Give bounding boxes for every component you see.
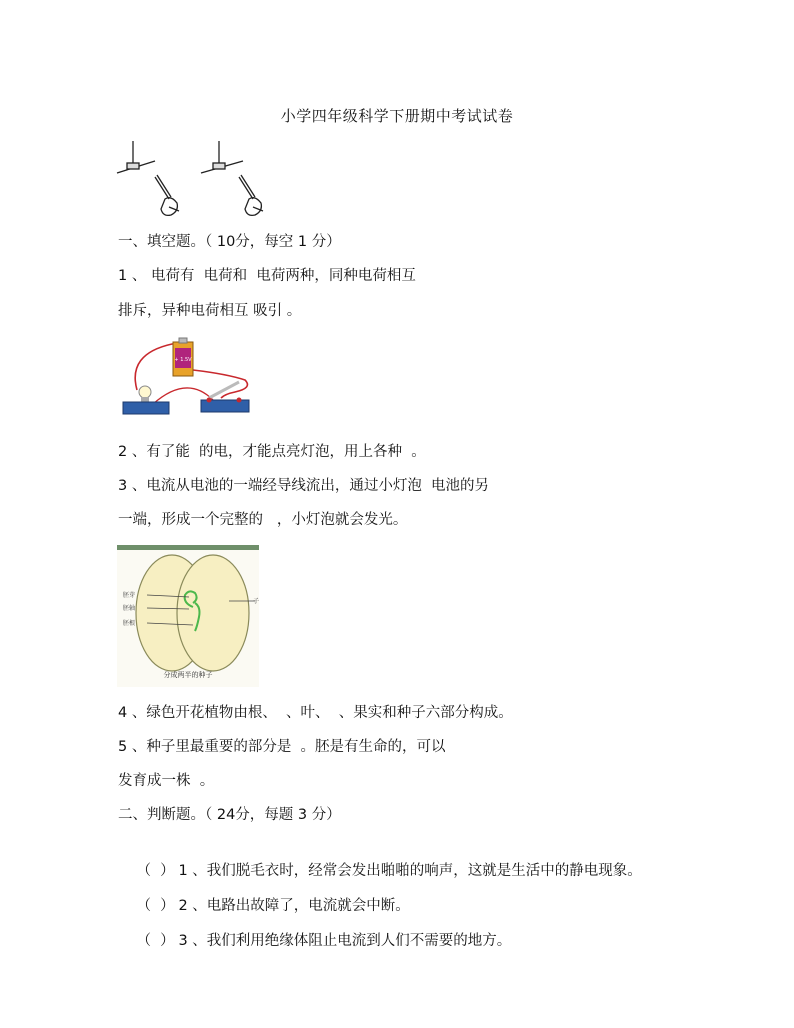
seed-label-cotyledon: 子 bbox=[253, 598, 259, 605]
battery-icon bbox=[173, 338, 193, 376]
judgment-item-text: 2 、电路出故障了，电流就会中断。 bbox=[178, 898, 410, 914]
question-3-line-2: 一端，形成一个完整的 ，小灯泡就会发光。 bbox=[118, 512, 408, 528]
seed-right-half bbox=[177, 555, 249, 671]
answer-blank[interactable]: （ ） bbox=[136, 898, 175, 914]
question-5-line-2: 发育成一株 。 bbox=[118, 773, 215, 789]
battery-label: + 1.5V bbox=[174, 357, 192, 363]
circuit-wire bbox=[135, 344, 179, 390]
bulb-icon bbox=[139, 386, 151, 402]
question-1-line-2: 排斥，异种电荷相互 吸引 。 bbox=[118, 303, 302, 319]
bulb-base bbox=[123, 402, 169, 414]
seed-caption: 分成两半的种子 bbox=[163, 671, 213, 679]
judgment-item-3 bbox=[118, 911, 511, 971]
seed-figure bbox=[117, 545, 259, 687]
answer-blank[interactable]: （ ） bbox=[136, 863, 175, 879]
static-electricity-figure bbox=[115, 137, 275, 221]
answer-blank[interactable]: （ ） bbox=[136, 933, 175, 949]
static-setup-right bbox=[201, 141, 263, 215]
section1-heading: 一、填空题。（ 10分，每空 1 分） bbox=[118, 234, 341, 250]
question-4: 4 、绿色开花植物由根、 、叶、 、果实和种子六部分构成。 bbox=[118, 705, 513, 721]
seed-label-radicle: 胚根 bbox=[123, 620, 136, 627]
circuit-figure bbox=[117, 334, 257, 420]
seed-label-plumule: 胚芽 bbox=[123, 592, 136, 599]
seed-label-hypocotyl: 胚轴 bbox=[123, 605, 136, 612]
question-2: 2 、有了能 的电，才能点亮灯泡，用上各种 。 bbox=[118, 444, 426, 460]
question-1-line-1: 1 、 电荷有 电荷和 电荷两种，同种电荷相互 bbox=[118, 268, 416, 284]
exam-title: 小学四年级科学下册期中考试试卷 bbox=[280, 107, 514, 125]
judgment-item-text: 3 、我们利用绝缘体阻止电流到人们不需要的地方。 bbox=[178, 933, 512, 949]
judgment-item-text: 1 、我们脱毛衣时，经常会发出啪啪的响声，这就是生活中的静电现象。 bbox=[178, 863, 642, 879]
static-setup-left bbox=[117, 141, 179, 215]
question-5-line-1: 5 、种子里最重要的部分是 。胚是有生命的，可以 bbox=[118, 739, 446, 755]
question-3-line-1: 3 、电流从电池的一端经导线流出，通过小灯泡 电池的另 bbox=[118, 478, 490, 494]
section2-heading: 二、判断题。（ 24分，每题 3 分） bbox=[118, 807, 341, 823]
